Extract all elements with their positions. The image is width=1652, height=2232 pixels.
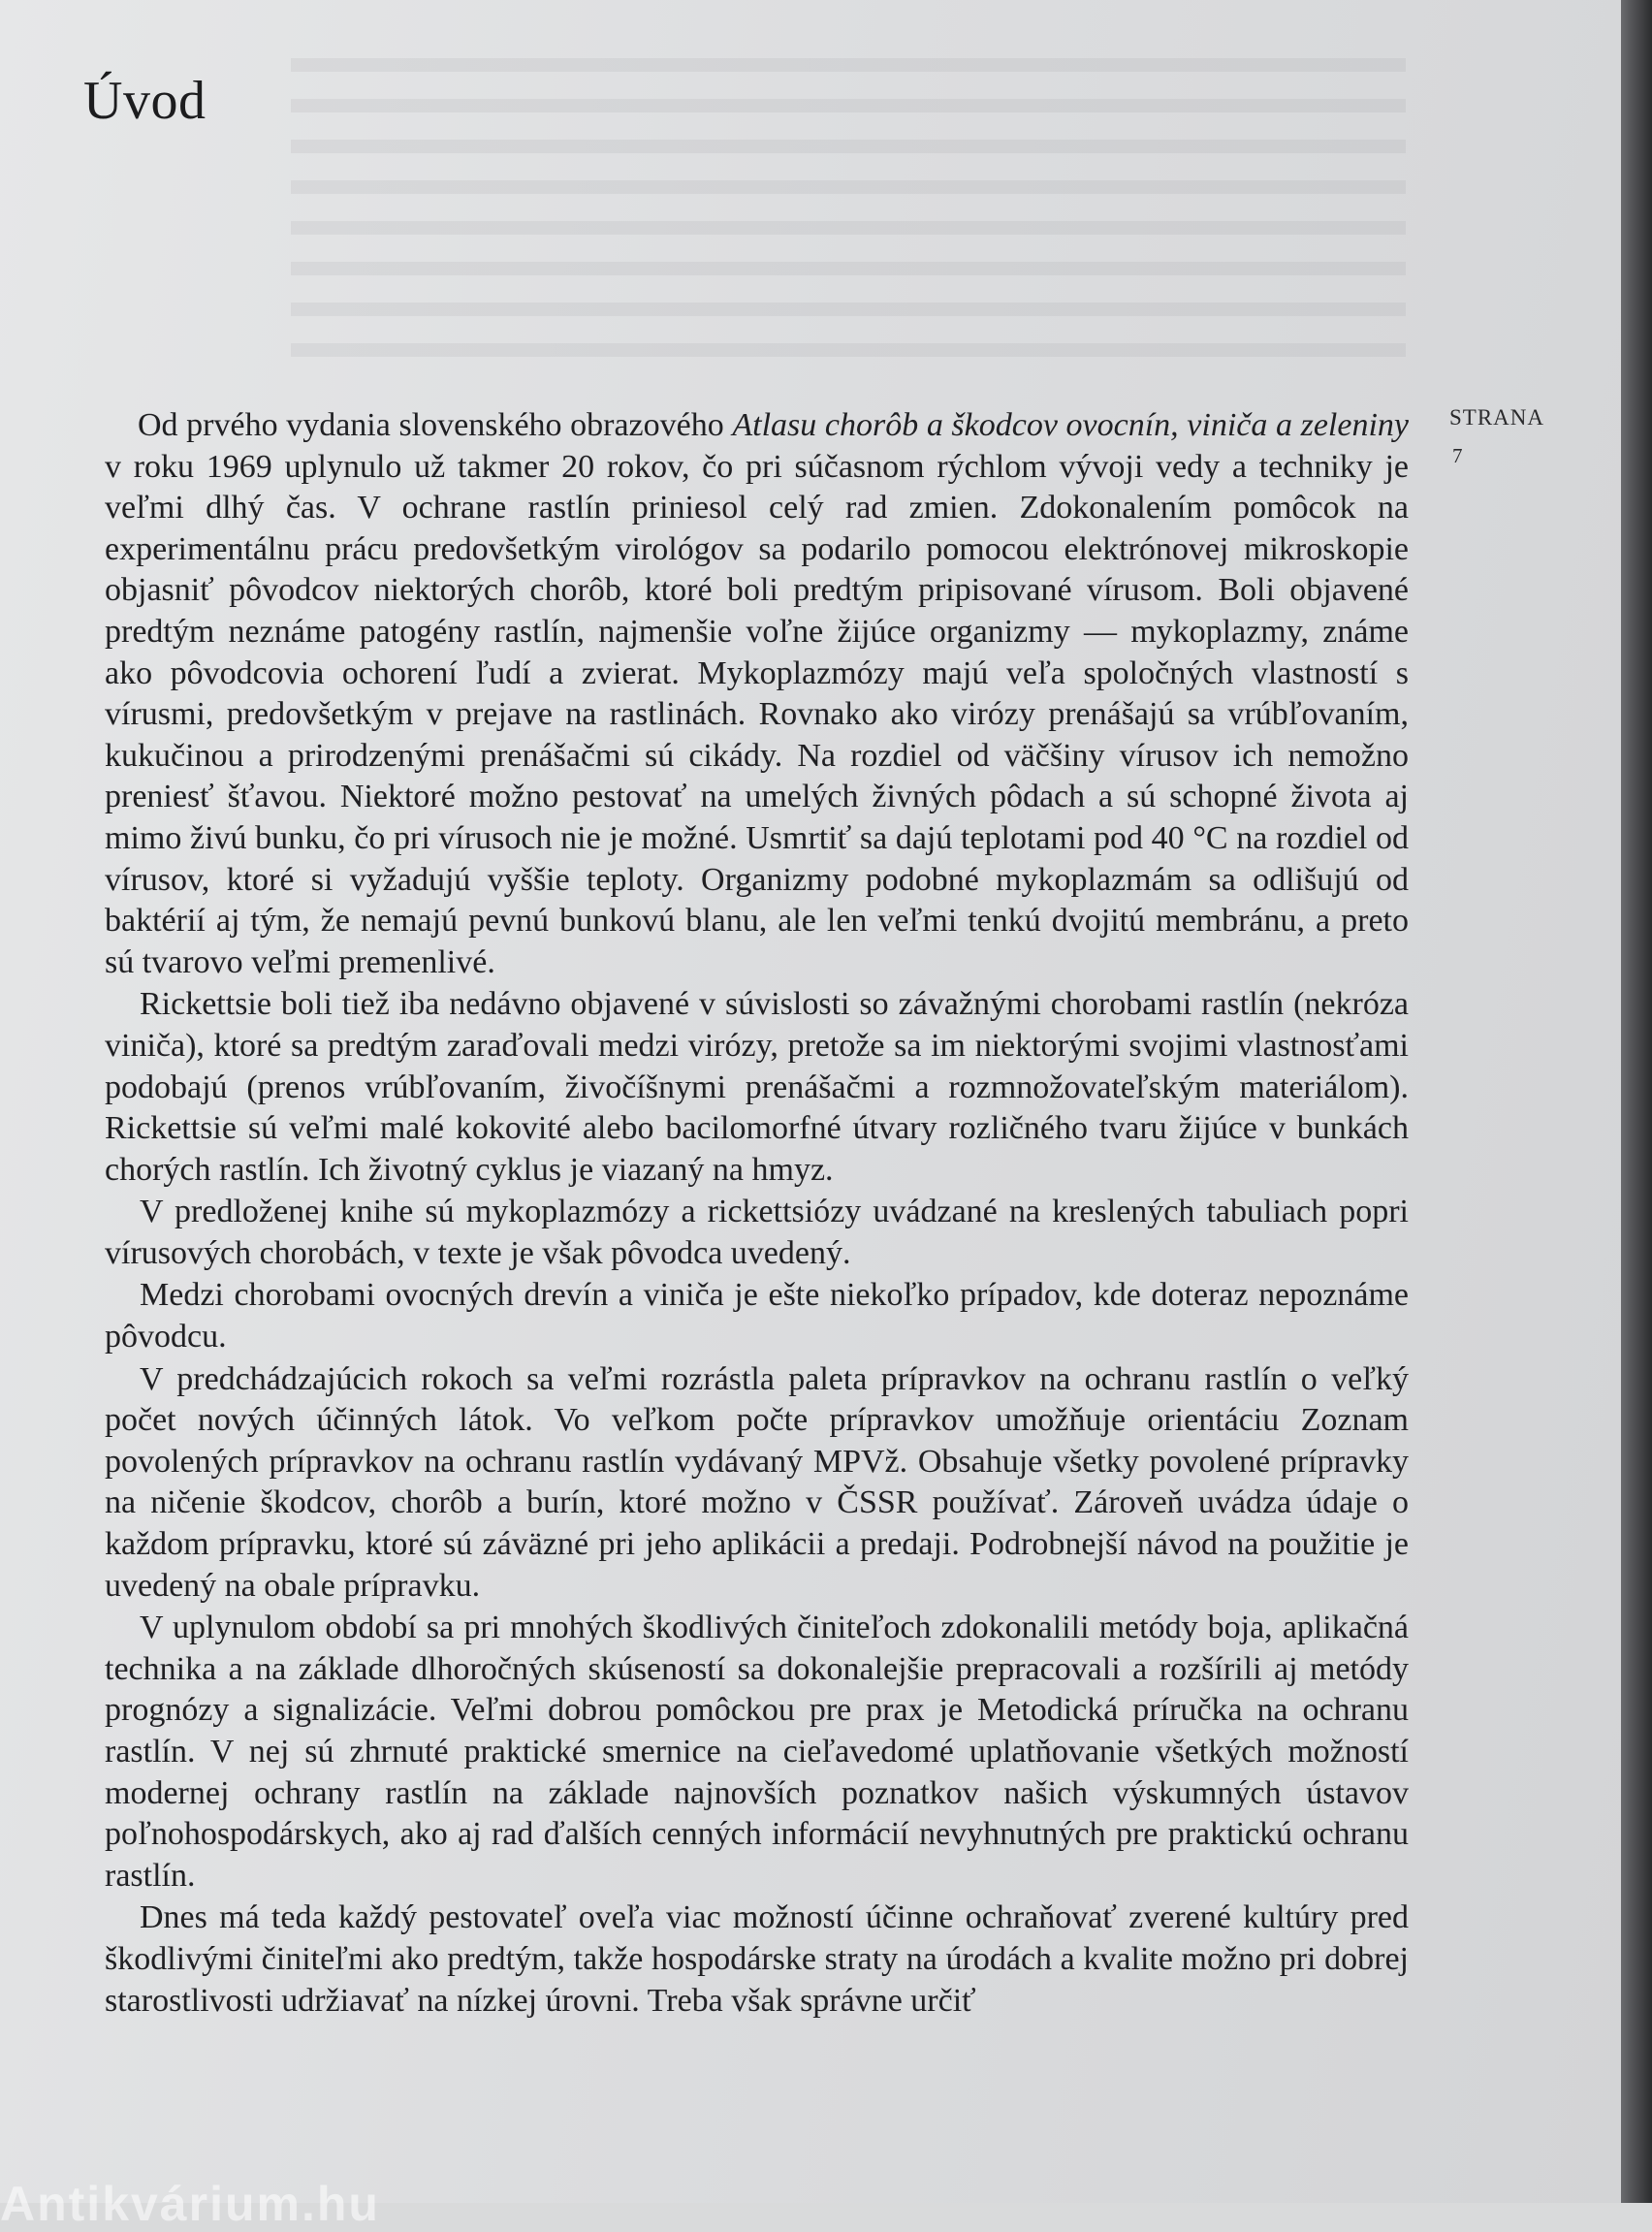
paragraph: V predloženej knihe sú mykoplazmózy a rickettsiózy uvádzané na kreslených tabuliach popri vírusových chorobách, v texte je však pôvodca uvedený.	[105, 1194, 1409, 1271]
watermark: Antikvárium.hu	[0, 2177, 380, 2231]
page-edge-shadow	[1621, 0, 1652, 2203]
paragraph: V uplynulom období sa pri mnohých škodlivých činiteľoch zdokonalili metódy boja, aplikačná technika a na základe dlhoročných skúseností sa dokonalejšie prepracovali a rozšírili aj metódy prognózy a signalizácie. Veľmi dobrou pomôckou pre prax je Metodická príručka na ochranu rastlín. V nej sú zhrnuté praktické smernice na cieľavedomé uplatňovanie všetkých možností modernej ochrany rastlín na základe najnovších poznatkov našich výskumných ústavov poľnohospodárskych, ako aj rad ďalších cenných informácií nevyhnutných pre praktickú ochranu rastlín.	[105, 1610, 1409, 1894]
paragraph-text: Od prvého vydania slovenského obrazového	[138, 407, 733, 443]
book-title-emphasis: Atlasu chorôb a škodcov ovocnín, viniča a zeleniny	[732, 407, 1410, 443]
paragraph: Rickettsie boli tiež iba nedávno objavené v súvislosti so závažnými chorobami rastlín (nekróza viniča), ktoré sa predtým zaraďovali medzi virózy, pretože sa im niektorými svojimi vlastnosťami podobajú (prenos vrúbľovaním, živočíšnymi prenášačmi a rozmnožovateľským materiálom). Rickettsie sú veľmi malé kokovité alebo bacilomorfné útvary rozličného tvaru žijúce v bunkách chorých rastlín. Ich životný cyklus je viazaný na hmyz.	[105, 986, 1409, 1188]
page-label: STRANA	[1449, 405, 1545, 430]
body-text	[105, 405, 1409, 2022]
paragraph: Medzi chorobami ovocných drevín a viniča je ešte niekoľko prípadov, kde doteraz nepoznáme pôvodcu.	[105, 1277, 1409, 1355]
paragraph-text: v roku 1969 uplynulo už takmer 20 rokov, čo pri súčasnom rýchlom vývoji vedy a techniky je veľmi dlhý čas. V ochrane rastlín priniesol celý rad zmien. Zdokonalením pomôcok na experimentálnu prácu predovšetkým virológov sa podarilo pomocou elektrónovej mikroskopie objasniť pôvodcov niektorých chorôb, ktoré boli predtým pripisované vírusom. Boli objavené predtým neznáme patogény rastlín, najmenšie voľne žijúce organizmy — mykoplazmy, známe ako pôvodcovia ochorení ľudí a zvierat. Mykoplazmózy majú veľa spoločných vlastností s vírusmi, predovšetkým v prejave na rastlinách. Rovnako ako virózy prenášajú sa vrúbľovaním, kukučinou a prirodzenými prenášačmi sú cikády. Na rozdiel od väčšiny vírusov ich nemožno preniesť šťavou. Niektoré možno pestovať na umelých živných pôdach a sú schopné života aj mimo živú bunku, čo pri vírusoch nie je možné. Usmrtiť sa dajú teplotami pod 40 °C na rozdiel od vírusov, ktoré si vyžadujú vyššie teploty. Organizmy podobné mykoplazmám sa odlišujú od baktérií aj tým, že nemajú pevnú bunkovú blanu, ale len veľmi tenkú dvojitú membránu, a preto sú tvarovo veľmi premenlivé.	[105, 448, 1409, 980]
paragraph: Dnes má teda každý pestovateľ oveľa viac možností účinne ochraňovať zverené kultúry pred škodlivými činiteľmi ako predtým, takže hospodárske straty na úrodách a kvalite možno pri dobrej starostlivosti udržiavať na nízkej úrovni. Treba však správne určiť	[105, 1899, 1409, 2019]
page-title: Úvod	[83, 71, 206, 131]
show-through-text	[291, 58, 1406, 378]
page-number: 7	[1452, 444, 1463, 467]
paragraph	[105, 405, 1409, 983]
paragraph: V predchádzajúcich rokoch sa veľmi rozrástla paleta prípravkov na ochranu rastlín o veľký počet nových účinných látok. Vo veľkom počte prípravkov umožňuje orientáciu Zoznam povolených prípravkov na ochranu rastlín vydávaný MPVž. Obsahuje všetky povolené prípravky na ničenie škodcov, chorôb a burín, ktoré možno v ČSSR používať. Zároveň uvádza údaje o každom prípravku, ktoré sú záväzné pri jeho aplikácii a predaji. Podrobnejší návod na použitie je uvedený na obale prípravku.	[105, 1360, 1409, 1604]
